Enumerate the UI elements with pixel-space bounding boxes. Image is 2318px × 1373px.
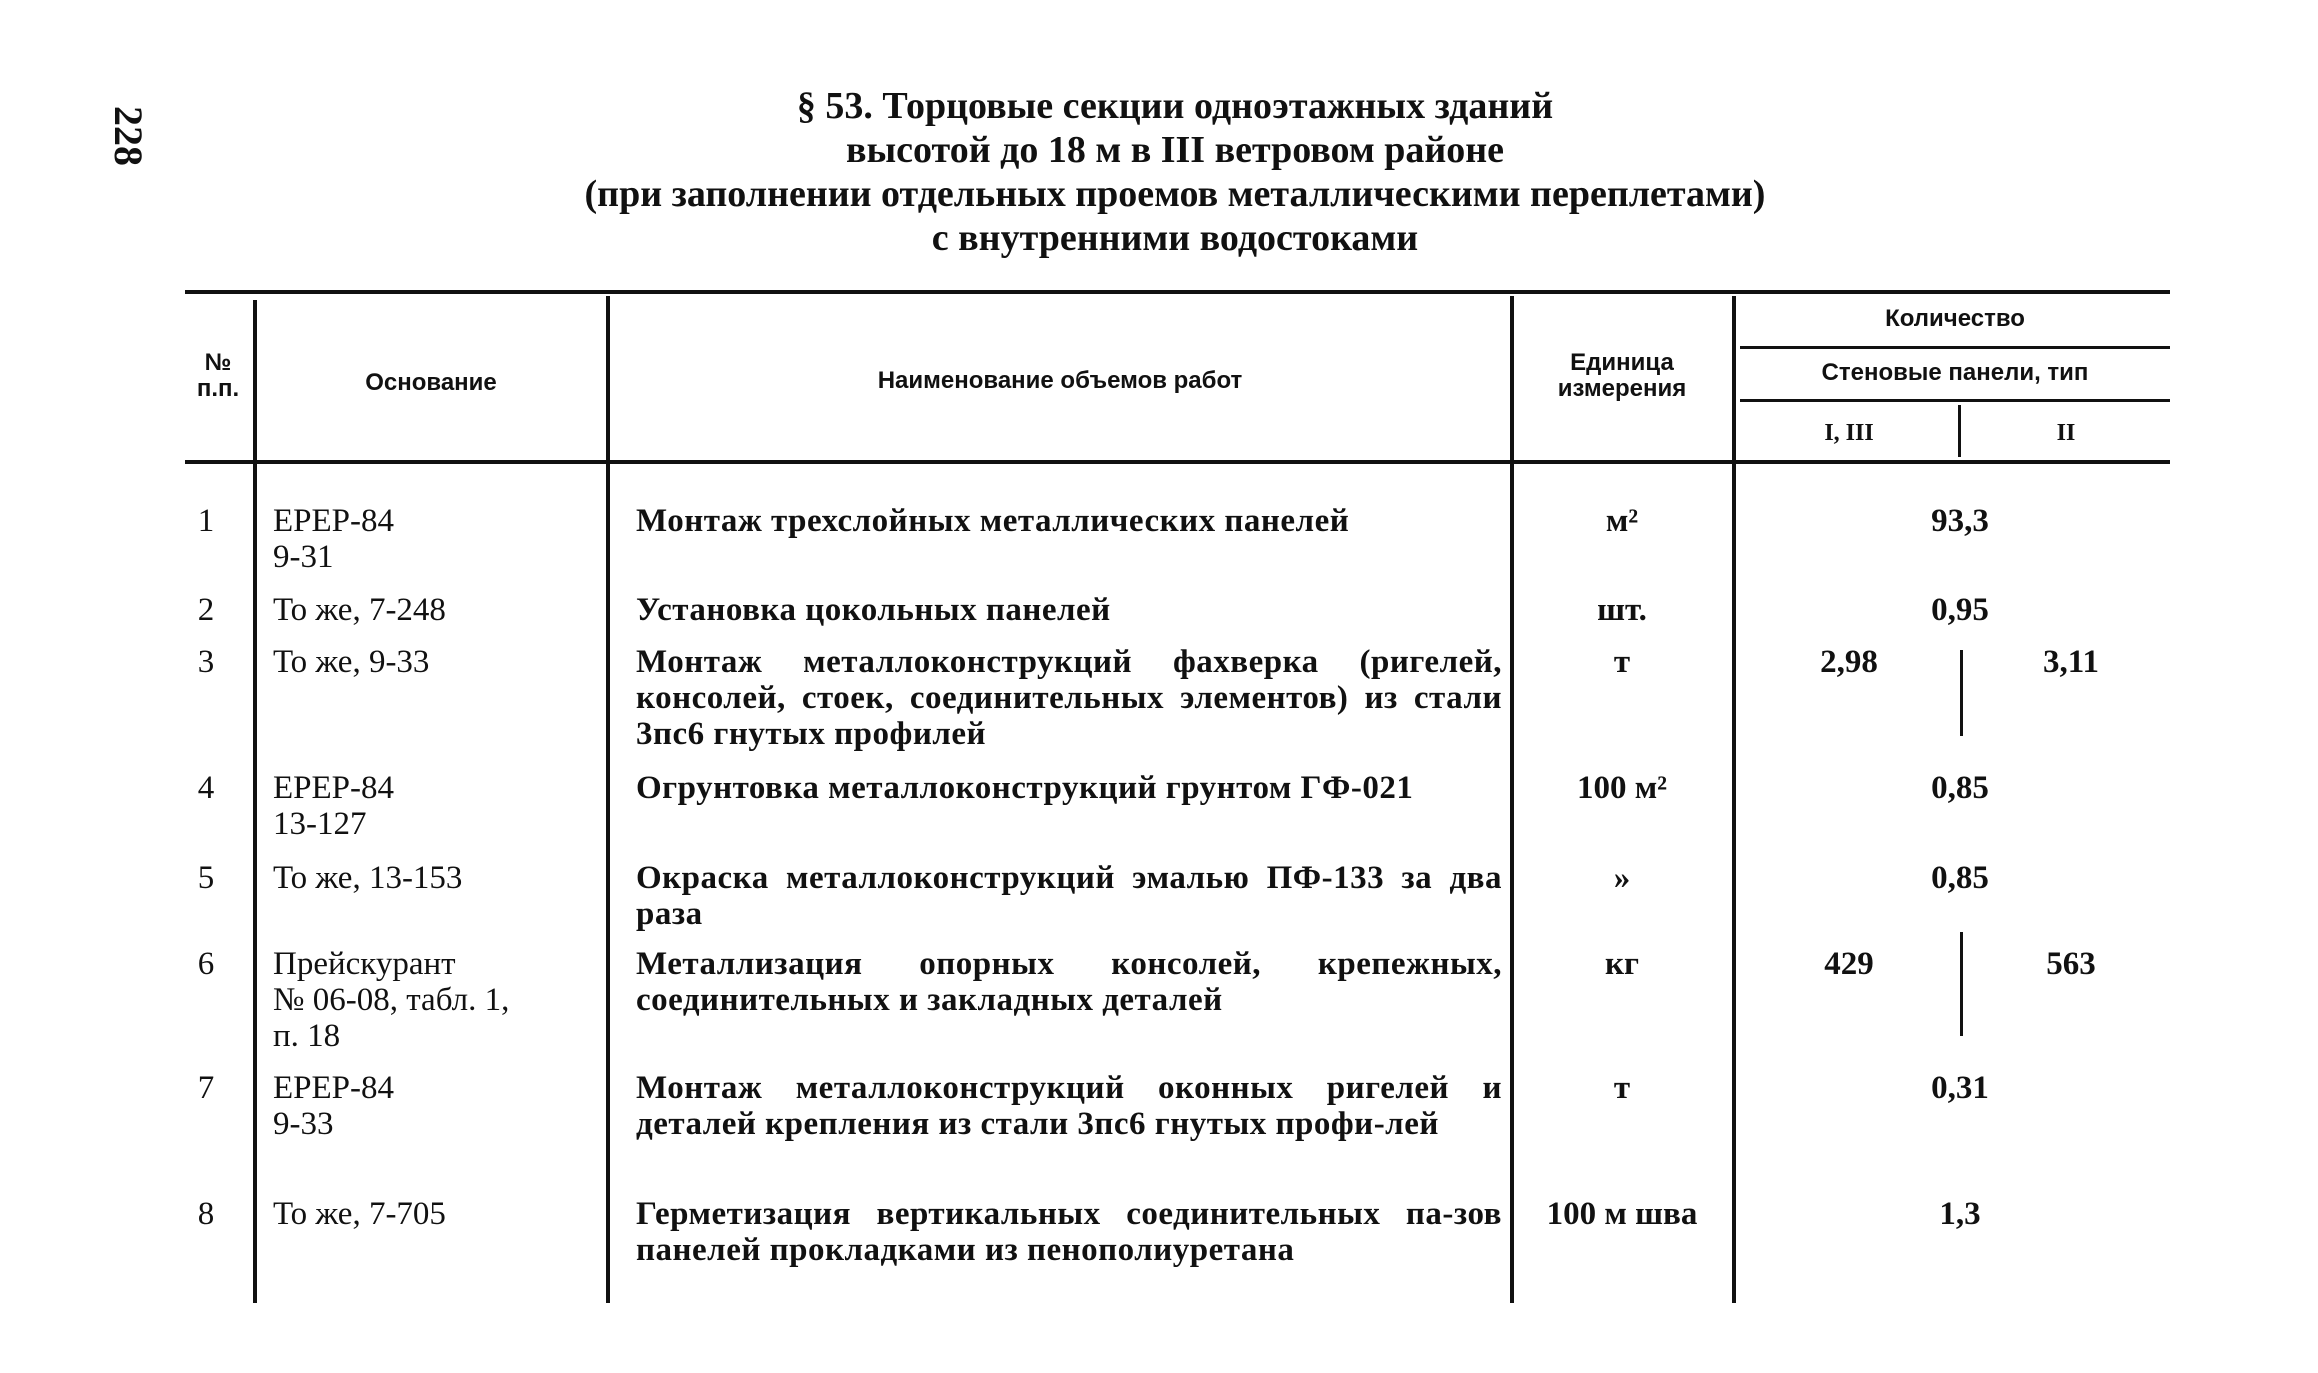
title-line-2: высотой до 18 м в III ветровом районе xyxy=(845,129,1505,171)
row-6-qty-type1: 429 xyxy=(1824,946,1874,982)
header-type-1: I, III xyxy=(1824,420,1874,446)
row-2-qty: 0,95 xyxy=(1931,592,1989,628)
row-3-num: 3 xyxy=(197,644,215,680)
row-7-num: 7 xyxy=(197,1070,215,1106)
panels-header-rule xyxy=(1740,399,2170,402)
row-7-unit: т xyxy=(1613,1070,1631,1106)
row-8-unit: 100 м шва xyxy=(1546,1196,1698,1232)
qty-header-rule xyxy=(1740,346,2170,349)
row-8-num: 8 xyxy=(197,1196,215,1232)
header-panels: Стеновые панели, тип xyxy=(1821,359,2089,386)
row-2-unit: шт. xyxy=(1597,592,1647,628)
row-6-basis: Прейскурант № 06-08, табл. 1, п. 18 xyxy=(273,946,510,1054)
header-type-2: II xyxy=(2056,420,2076,446)
row-8-basis: То же, 7-705 xyxy=(273,1196,446,1232)
row-5-work: Окраска металлоконструкций эмалью ПФ-133 за два раза xyxy=(636,860,1502,932)
row-4-unit: 100 м² xyxy=(1576,770,1668,806)
row-5-basis: То же, 13-153 xyxy=(273,860,463,896)
row-5-unit: » xyxy=(1613,860,1631,896)
row-7-basis: ЕРЕР-84 9-33 xyxy=(273,1070,395,1142)
row-3-work: Монтаж металлоконструкций фахверка (ригелей, консолей, стоек, соединительных элементов) из стали 3пс6 гнутых профилей xyxy=(636,644,1502,752)
header-basis: Основание xyxy=(365,369,497,396)
row-4-basis: ЕРЕР-84 13-127 xyxy=(273,770,395,842)
row-4-num: 4 xyxy=(197,770,215,806)
row-2-work: Установка цокольных панелей xyxy=(636,592,1111,628)
title-line-3: (при заполнении отдельных проемов металлическими переплетами) xyxy=(584,173,1766,215)
col-rule-1 xyxy=(253,300,257,1303)
section-title xyxy=(400,84,1950,260)
col-rule-4 xyxy=(1732,296,1736,1303)
row-1-basis: ЕРЕР-84 9-31 xyxy=(273,503,395,575)
row-1-work: Монтаж трехслойных металлических панелей xyxy=(636,503,1350,539)
header-bottom-rule xyxy=(185,460,2170,464)
row-1-unit: м² xyxy=(1605,503,1639,539)
row-4-qty: 0,85 xyxy=(1931,770,1989,806)
table-top-rule xyxy=(185,290,2170,294)
row-8-qty: 1,3 xyxy=(1939,1196,1981,1232)
row-3-qty-type1: 2,98 xyxy=(1820,644,1878,680)
page-number: 228 xyxy=(106,106,151,166)
row-5-num: 5 xyxy=(197,860,215,896)
row-6-qty-type2: 563 xyxy=(2046,946,2096,982)
row-7-qty: 0,31 xyxy=(1931,1070,1989,1106)
header-unit: Единица измерения xyxy=(1557,349,1687,402)
type-header-divider xyxy=(1958,405,1961,457)
row-6-work: Металлизация опорных консолей, крепежных, соединительных и закладных деталей xyxy=(636,946,1502,1018)
header-work: Наименование объемов работ xyxy=(877,367,1243,394)
title-line-1: § 53. Торцовые секции одноэтажных зданий xyxy=(796,85,1554,127)
row-2-num: 2 xyxy=(197,592,215,628)
row-3-basis: То же, 9-33 xyxy=(273,644,430,680)
header-qty: Количество xyxy=(1885,305,2025,332)
col-rule-2 xyxy=(606,296,610,1303)
row-5-qty: 0,85 xyxy=(1931,860,1989,896)
row-8-work: Герметизация вертикальных соединительных па-зов панелей прокладками из пенополиуретана xyxy=(636,1196,1502,1268)
row-7-work: Монтаж металлоконструкций оконных ригелей и деталей крепления из стали 3пс6 гнутых профи-лей xyxy=(636,1070,1502,1142)
title-line-4: с внутренними водостоками xyxy=(931,217,1419,259)
row-3-unit: т xyxy=(1613,644,1631,680)
row-2-basis: То же, 7-248 xyxy=(273,592,446,628)
row-1-qty: 93,3 xyxy=(1931,503,1989,539)
row-1-num: 1 xyxy=(197,503,215,539)
row-6-num: 6 xyxy=(197,946,215,982)
header-num: № п.п. xyxy=(196,349,240,402)
row-4-work: Огрунтовка металлоконструкций грунтом ГФ-021 xyxy=(636,770,1414,806)
row-3-qty-type2: 3,11 xyxy=(2043,644,2099,680)
row-6-unit: кг xyxy=(1605,946,1639,982)
